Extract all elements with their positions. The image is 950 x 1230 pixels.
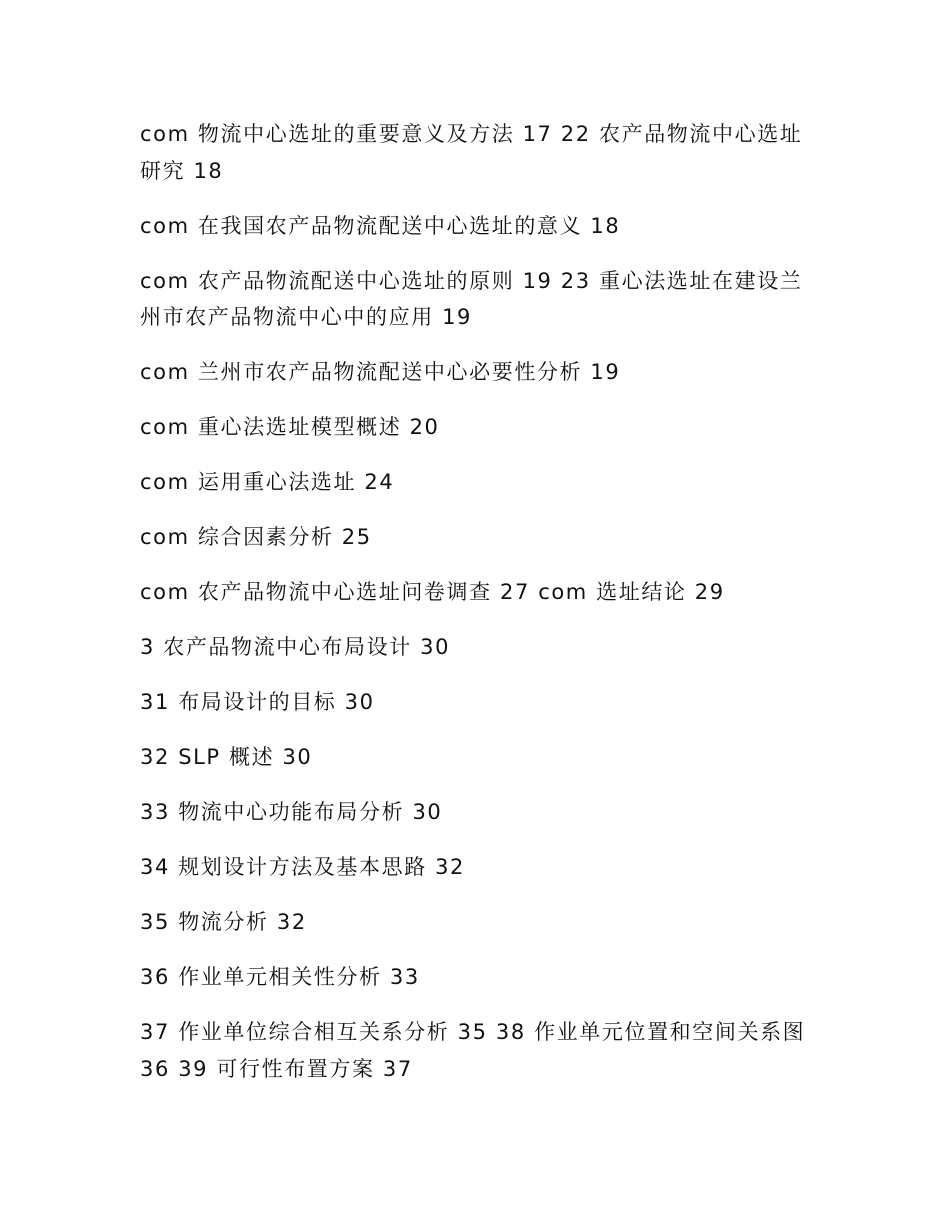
- toc-entry: com 农产品物流配送中心选址的原则 19 23 重心法选址在建设兰州市农产品物流中心中的应用 19: [140, 268, 803, 329]
- toc-entry: com 兰州市农产品物流配送中心必要性分析 19: [140, 360, 621, 384]
- toc-entry: 34 规划设计方法及基本思路 32: [140, 855, 465, 879]
- toc-entry: com 综合因素分析 25: [140, 525, 372, 549]
- toc-entry: com 农产品物流中心选址问卷调查 27 com 选址结论 29: [140, 580, 725, 604]
- document-page: [140, 116, 820, 1106]
- toc-entry: 3 农产品物流中心布局设计 30: [140, 635, 451, 659]
- toc-entry: com 物流中心选址的重要意义及方法 17 22 农产品物流中心选址研究 18: [140, 122, 803, 183]
- toc-entry: 31 布局设计的目标 30: [140, 690, 375, 714]
- toc-entry: 37 作业单位综合相互关系分析 35 38 作业单元位置和空间关系图 36 39 可行性布置方案 37: [140, 1020, 806, 1081]
- toc-entry: 32 SLP 概述 30: [140, 745, 313, 769]
- toc-entry: 33 物流中心功能布局分析 30: [140, 800, 443, 824]
- toc-entry: com 在我国农产品物流配送中心选址的意义 18: [140, 213, 621, 238]
- toc-entry: com 运用重心法选址 24: [140, 470, 395, 494]
- toc-entry: 35 物流分析 32: [140, 910, 307, 934]
- toc-entry: com 重心法选址模型概述 20: [140, 415, 440, 439]
- toc-entry: 36 作业单元相关性分析 33: [140, 965, 420, 989]
